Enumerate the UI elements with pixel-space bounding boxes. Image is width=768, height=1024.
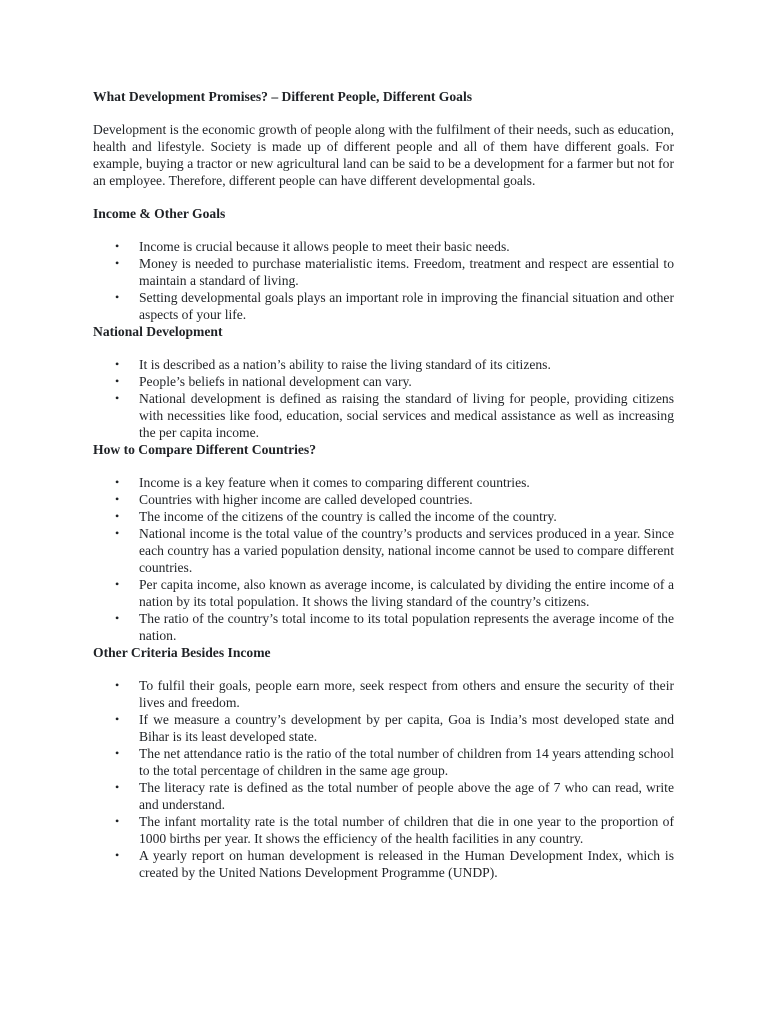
list-item-text: The literacy rate is defined as the total number of people above the age of 7 who can read, write and understand. <box>139 780 674 812</box>
bullet-icon: • <box>115 290 120 304</box>
intro-paragraph: Development is the economic growth of people along with the fulfilment of their needs, such as education, health and lifestyle. Society is made up of different people and all of them have different goals. For example, buying a tractor or new agricultural land can be said to be a development for a farmer but not for an employee. Therefore, different people can have different developmental goals. <box>93 122 674 188</box>
list-item-text: The infant mortality rate is the total number of children that die in one year to the proportion of 1000 births per year. It shows the efficiency of the health facilities in any country. <box>139 814 674 846</box>
list-item-text: To fulfil their goals, people earn more, seek respect from others and ensure the security of their lives and freedom. <box>139 678 674 710</box>
document-page <box>93 88 674 881</box>
bullet-icon: • <box>115 374 120 388</box>
list-item-text: People’s beliefs in national development can vary. <box>139 374 412 389</box>
list-item-text: The income of the citizens of the country is called the income of the country. <box>139 509 557 524</box>
list-item-text: Setting developmental goals plays an important role in improving the financial situation and other aspects of your life. <box>139 290 674 322</box>
bullet-icon: • <box>115 509 120 523</box>
bullet-icon: • <box>115 678 120 692</box>
section-heading-income-goals: Income & Other Goals <box>93 206 226 221</box>
bullet-list-compare-countries <box>93 474 674 644</box>
list-item <box>93 677 674 711</box>
bullet-icon: • <box>115 780 120 794</box>
list-item <box>93 745 674 779</box>
bullet-icon: • <box>115 611 120 625</box>
list-item <box>93 711 674 745</box>
list-item <box>93 390 674 441</box>
list-item <box>93 474 674 491</box>
list-item-text: A yearly report on human development is released in the Human Development Index, which is created by the United Nations Development Programme (UNDP). <box>139 848 674 880</box>
list-item-text: The ratio of the country’s total income to its total population represents the average income of the nation. <box>139 611 674 643</box>
list-item <box>93 525 674 576</box>
bullet-icon: • <box>115 492 120 506</box>
list-item-text: National income is the total value of the country’s products and services produced in a year. Since each country has a varied population density, national income cannot be used to compare different countries. <box>139 526 674 575</box>
list-item-text: Income is crucial because it allows people to meet their basic needs. <box>139 239 510 254</box>
bullet-icon: • <box>115 256 120 270</box>
section-heading-compare-countries: How to Compare Different Countries? <box>93 442 317 457</box>
list-item <box>93 238 674 255</box>
list-item-text: Per capita income, also known as average income, is calculated by dividing the entire income of a nation by its total population. It shows the living standard of the country’s citizens. <box>139 577 674 609</box>
list-item-text: If we measure a country’s development by per capita, Goa is India’s most developed state and Bihar is its least developed state. <box>139 712 674 744</box>
bullet-list-other-criteria <box>93 677 674 881</box>
list-item <box>93 289 674 323</box>
list-item <box>93 779 674 813</box>
bullet-icon: • <box>115 848 120 862</box>
section-heading-national-development: National Development <box>93 324 223 339</box>
list-item-text: National development is defined as raising the standard of living for people, providing citizens with necessities like food, education, social services and medical assistance as well as increasing the per capita income. <box>139 391 674 440</box>
bullet-icon: • <box>115 712 120 726</box>
list-item <box>93 491 674 508</box>
list-item <box>93 576 674 610</box>
bullet-list-income-goals <box>93 238 674 323</box>
list-item-text: The net attendance ratio is the ratio of the total number of children from 14 years attending school to the total percentage of children in the same age group. <box>139 746 674 778</box>
list-item-text: It is described as a nation’s ability to raise the living standard of its citizens. <box>139 357 551 372</box>
list-item-text: Countries with higher income are called developed countries. <box>139 492 473 507</box>
bullet-icon: • <box>115 357 120 371</box>
bullet-icon: • <box>115 475 120 489</box>
bullet-icon: • <box>115 577 120 591</box>
list-item-text: Money is needed to purchase materialistic items. Freedom, treatment and respect are essential to maintain a standard of living. <box>139 256 674 288</box>
list-item <box>93 610 674 644</box>
bullet-list-national-development <box>93 356 674 441</box>
bullet-icon: • <box>115 526 120 540</box>
bullet-icon: • <box>115 746 120 760</box>
list-item <box>93 508 674 525</box>
list-item <box>93 255 674 289</box>
list-item <box>93 847 674 881</box>
document-title: What Development Promises? – Different People, Different Goals <box>93 89 473 104</box>
list-item <box>93 356 674 373</box>
list-item <box>93 373 674 390</box>
bullet-icon: • <box>115 814 120 828</box>
list-item-text: Income is a key feature when it comes to comparing different countries. <box>139 475 530 490</box>
list-item <box>93 813 674 847</box>
section-heading-other-criteria: Other Criteria Besides Income <box>93 645 271 660</box>
bullet-icon: • <box>115 239 120 253</box>
bullet-icon: • <box>115 391 120 405</box>
